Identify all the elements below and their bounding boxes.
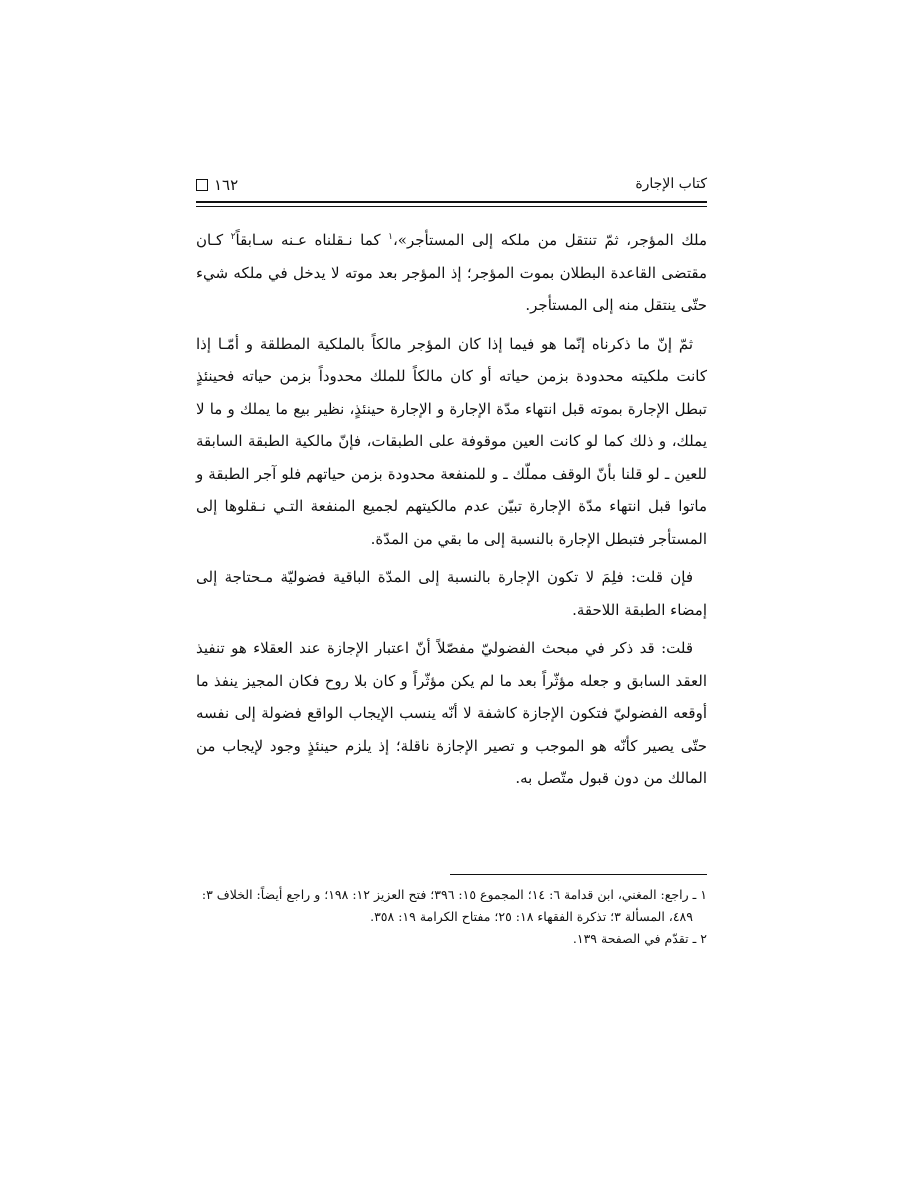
footnote-2: ٢ ـ تقدّم في الصفحة ١٣٩. bbox=[572, 931, 707, 946]
footnote-ref-2: ٢ bbox=[230, 232, 236, 242]
square-ornament-icon bbox=[196, 179, 208, 191]
paragraph-3: فإن قلت: فلِمَ لا تكون الإجارة بالنسبة إلى المدّة الباقية فضوليّة مـحتاجة إلى إمضاء الطبقة اللاحقة. bbox=[196, 568, 707, 619]
running-header bbox=[196, 176, 707, 198]
footnote-1-line-1: ١ ـ راجع: المغني، ابن قدامة ٦: ١٤؛ المجموع ١٥: ٣٩٦؛ فتح العزيز ١٢: ١٩٨؛ و راجع أيضاً: الخلاف ٣: bbox=[201, 887, 707, 902]
page-number-box bbox=[196, 176, 238, 194]
header-rule-thin bbox=[196, 206, 707, 207]
footnote-ref-1: ١ bbox=[388, 232, 393, 242]
paragraph-1-part-1: ملك المؤجر، ثمّ تنتقل من ملكه إلى المستأجر»، bbox=[392, 231, 707, 249]
paragraph-1-part-3: كـان مقتضى القاعدة البطلان بموت المؤجر؛ إذ المؤجر بعد موته لا يدخل في ملكه شيء حتّى ينتقل منه إلى المستأجر. bbox=[196, 231, 707, 314]
footnote-separator bbox=[450, 874, 707, 875]
footnote-1-line-2: ٤٨٩، المسألة ٣؛ تذكرة الفقهاء ١٨: ٢٥؛ مفتاح الكرامة ١٩: ٣٥٨. bbox=[370, 909, 693, 924]
header-rule-thick bbox=[196, 201, 707, 203]
book-title: كتاب الإجارة bbox=[635, 176, 707, 192]
paragraph-1-part-2: كما نـقلناه عـنه سـابقاً bbox=[235, 231, 389, 249]
paragraph-4: قلت: قد ذكر في مبحث الفضوليّ مفصّلاً أنّ اعتبار الإجازة عند العقلاء هو تنفيذ العقد السابق و جعله مؤثّراً بعد ما لم يكن مؤثّراً و كان بلا روح فكان المجيز ينفذ ما أوقعه الفضوليّ فتكون الإجازة كاشفة لا أنّه ينسب الإيجاب الواقع فضولة إلى نفسه حتّى يصير كأنّه هو الموجب و تصير الإجازة ناقلة؛ إذ يلزم حينئذٍ وجود لإيجاب من المالك من دون قبول متّصل به. bbox=[196, 639, 707, 787]
paragraph-1 bbox=[196, 224, 707, 322]
main-text bbox=[196, 224, 707, 795]
footnotes bbox=[196, 884, 707, 950]
paragraph-2: ثمّ إنّ ما ذكرناه إنّما هو فيما إذا كان المؤجر مالكاً بالملكية المطلقة و أمّـا إذا كانت ملكيته محدودة بزمن حياته أو كان مالكاً للملك محدوداً بزمن حياته فحينئذٍ تبطل الإجارة بموته قبل انتهاء مدّة الإجارة و الإجارة حينئذٍ، نظير بيع ما يملك و ما لا يملك، و ذلك كما لو كانت العين موقوفة على الطبقات، فإنّ مالكية الطبقة السابقة للعين ـ لو قلنا بأنّ الوقف مملّك ـ و للمنفعة محدودة بزمن حياتهم فلو آجر الطبقة و ماتوا قبل انتهاء مدّة الإجارة تبيّن عدم مالكيتهم لجميع المنفعة التـي نـقلوها إلى المستأجر فتبطل الإجارة بالنسبة إلى ما بقي من المدّة. bbox=[196, 334, 707, 548]
footnote-1 bbox=[196, 884, 707, 928]
page-number: ١٦٢ bbox=[214, 176, 239, 194]
